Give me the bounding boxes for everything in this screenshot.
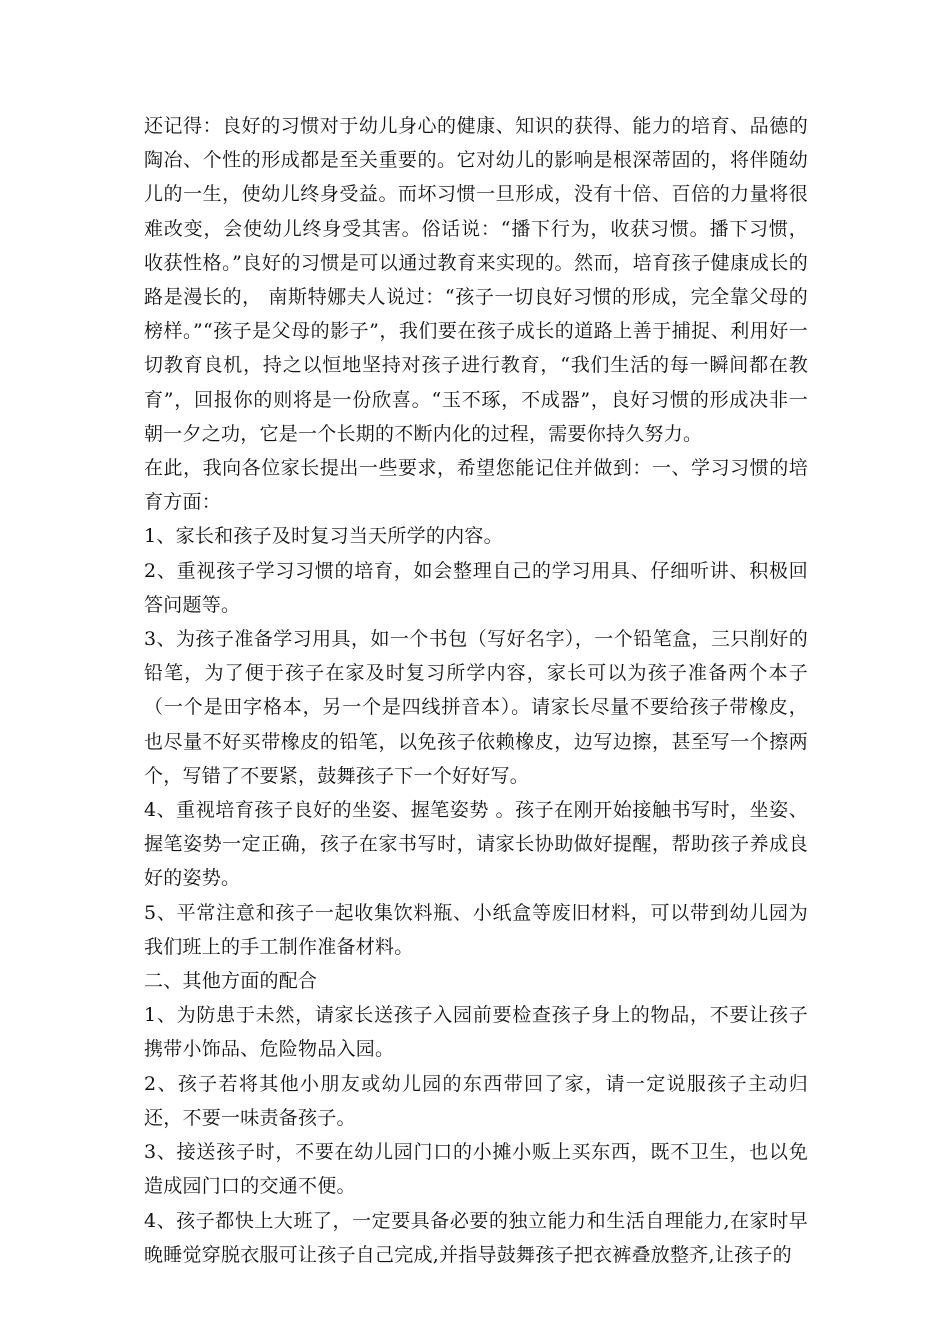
list-item-study-1: 1、家长和孩子及时复习当天所学的内容。 xyxy=(144,525,503,548)
list-item-other-4: 4、孩子都快上大班了，一定要具备必要的独立能力和生活自理能力,在家时早晚睡觉穿脱衣服可让孩子自己完成,并指导鼓舞孩子把衣裤叠放整齐,让孩子的 xyxy=(144,1209,808,1266)
paragraph-habits-intro: 还记得：良好的习惯对于幼儿身心的健康、知识的获得、能力的培育、品德的陶冶、个性的形成都是至关重要的。它对幼儿的影响是根深蒂固的，将伴随幼儿的一生，使幼儿终身受益。而坏习惯一旦形成，没有十倍、百倍的力量将很难改变，会使幼儿终身受其害。俗话说：“播下行为，收获习惯。播下习惯，收获性格。”良好的习惯是可以通过教育来实现的。然而，培育孩子健康成长的路是漫长的， 南斯特娜夫人说过：“孩子一切良好习惯的形成，完全靠父母的榜样。”“孩子是父母的影子”，我们要在孩子成长的道路上善于捕捉、利用好一切教育良机，持之以恒地坚持对孩子进行教育，“我们生活的每一瞬间都在教育”，回报你的则将是一份欣喜。“玉不琢，不成器”，良好习惯的形成决非一朝一夕之功，它是一个长期的不断内化的过程，需要你持久努力。 xyxy=(144,115,808,445)
list-item-other-2: 2、孩子若将其他小朋友或幼儿园的东西带回了家，请一定说服孩子主动归还，不要一味责备孩子。 xyxy=(144,1072,808,1129)
section-heading-other: 二、其他方面的配合 xyxy=(144,970,318,993)
list-item-study-5: 5、平常注意和孩子一起收集饮料瓶、小纸盒等废旧材料，可以带到幼儿园为我们班上的手工制作准备材料。 xyxy=(144,901,808,958)
list-item-study-2: 2、重视孩子学习习惯的培育，如会整理自己的学习用具、仔细听讲、积极回答问题等。 xyxy=(144,559,808,616)
list-item-other-1: 1、为防患于未然，请家长送孩子入园前要检查孩子身上的物品，不要让孩子携带小饰品、危险物品入园。 xyxy=(144,1004,808,1061)
list-item-other-3: 3、接送孩子时，不要在幼儿园门口的小摊小贩上买东西，既不卫生，也以免造成园门口的交通不便。 xyxy=(144,1141,808,1198)
list-item-study-3: 3、为孩子准备学习用具，如一个书包（写好名字），一个铅笔盒，三只削好的铅笔，为了便于孩子在家及时复习所学内容，家长可以为孩子准备两个本子（一个是田字格本，另一个是四线拼音本）。请家长尽量不要给孩子带橡皮，也尽量不好买带橡皮的铅笔，以免孩子依赖橡皮，边写边擦，甚至写一个擦两个，写错了不要紧，鼓舞孩子下一个好好写。 xyxy=(144,628,808,787)
document-body xyxy=(144,109,808,1272)
paragraph-requests-intro: 在此，我向各位家长提出一些要求，希望您能记住并做到：一、学习习惯的培育方面： xyxy=(144,457,808,514)
list-item-study-4: 4、重视培育孩子良好的坐姿、握笔姿势 。孩子在刚开始接触书写时，坐姿、握笔姿势一定正确，孩子在家书写时，请家长协助做好提醒，帮助孩子养成良好的姿势。 xyxy=(144,799,808,890)
